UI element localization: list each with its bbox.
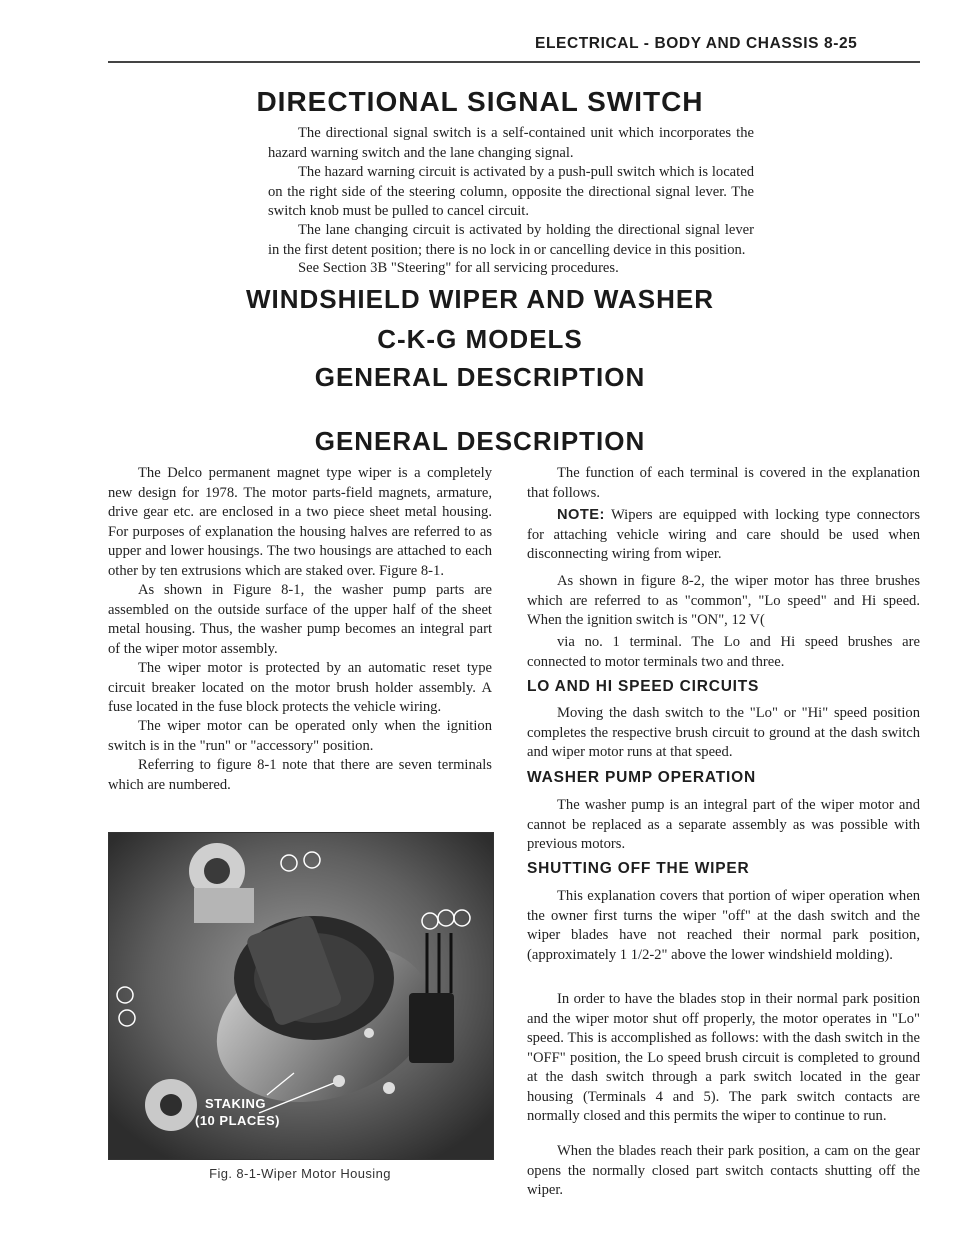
heading-shutting-off: SHUTTING OFF THE WIPER: [527, 860, 750, 877]
paragraph: The wiper motor is protected by an automatic reset type circuit breaker located on the motor brush holder assembly. A fuse located in the fuse block protects the vehicle wiring.: [108, 660, 492, 715]
paragraph: This explanation covers that portion of wiper operation when the owner first turns the wiper "off" at the dash switch and the wiper blades have not reached their normal park position, (approximately 1 1/2-2" above the lower windshield molding).: [527, 888, 920, 963]
subtitle-models: C-K-G MODELS: [377, 324, 583, 354]
heading-washer-pump: WASHER PUMP OPERATION: [527, 769, 756, 786]
paragraph: Moving the dash switch to the "Lo" or "Hi" speed position completes the respective brush circuit to ground at the dash switch and wiper motor runs at that speed.: [527, 705, 920, 760]
paragraph: In order to have the blades stop in their normal park position and the wiper motor shut off properly, the motor operates in "Lo" speed. This is accomplished as follows: with the dash switch in the "OFF" position, the Lo speed brush circuit is completed to ground at the dash switch through a park switch located in the gear housing (Terminals 4 and 5). The park switch contacts are normally closed and this permits the wiper to continue to run.: [527, 991, 920, 1124]
figure-callout-places: (10 PLACES): [195, 1113, 280, 1128]
figure-callout-staking: STAKING: [205, 1096, 267, 1111]
paragraph: The wiper motor can be operated only when the ignition switch is in the "run" or "accessory" position.: [108, 718, 492, 754]
note-text: Wipers are equipped with locking type connectors for attaching vehicle wiring and care should be used when disconnecting wiring from wiper.: [527, 507, 920, 562]
figure-caption: Fig. 8-1-Wiper Motor Housing: [209, 1166, 391, 1181]
note-paragraph: [527, 506, 920, 565]
wiper-motor-illustration: [109, 833, 493, 1159]
paragraph: The function of each terminal is covered in the explanation that follows.: [527, 465, 920, 501]
paragraph: See Section 3B "Steering" for all servicing procedures.: [298, 260, 619, 276]
paragraph: via no. 1 terminal. The Lo and Hi speed brushes are connected to motor terminals two and three.: [527, 634, 920, 670]
heading-lo-hi-speed: LO AND HI SPEED CIRCUITS: [527, 678, 760, 695]
figure-wiper-motor-photo: [108, 832, 494, 1160]
paragraph: The washer pump is an integral part of the wiper motor and cannot be replaced as a separate assembly as was possible with previous motors.: [527, 797, 920, 852]
paragraph: The Delco permanent magnet type wiper is a completely new design for 1978. The motor parts-field magnets, armature, drive gear etc. are enclosed in a two piece sheet metal housing. For purposes of explanation the housing halves are referred to as upper and lower housings. The two housings are attached to each other by ten extrusions which are staked over. Figure 8-1.: [108, 465, 492, 579]
paragraph: Referring to figure 8-1 note that there are seven terminals which are numbered.: [108, 757, 492, 793]
section-title-wiper-washer: WINDSHIELD WIPER AND WASHER: [245, 284, 715, 314]
section-title-directional-signal: DIRECTIONAL SIGNAL SWITCH: [256, 86, 704, 117]
paragraph: The directional signal switch is a self-contained unit which incorporates the hazard warning switch and the lane changing signal.: [268, 125, 754, 161]
paragraph: As shown in figure 8-2, the wiper motor has three brushes which are referred to as "common", "Lo speed" and Hi speed. When the ignition switch is "ON", 12 V(: [527, 573, 920, 628]
paragraph: The lane changing circuit is activated by holding the directional signal lever in the first detent position; there is no lock in or cancelling device in this position.: [268, 222, 754, 258]
subtitle-general-description: GENERAL DESCRIPTION: [314, 362, 646, 392]
paragraph: When the blades reach their park position, a cam on the gear opens the normally closed part switch contacts shutting off the wiper.: [527, 1143, 920, 1198]
page-header: ELECTRICAL - BODY AND CHASSIS 8-25: [535, 35, 858, 52]
note-label: NOTE:: [557, 507, 605, 523]
header-rule: [108, 61, 920, 63]
paragraph: The hazard warning circuit is activated by a push-pull switch which is located on the right side of the steering column, opposite the directional signal lever. The switch knob must be pulled to cancel circuit.: [268, 164, 754, 219]
paragraph: As shown in Figure 8-1, the washer pump parts are assembled on the outside surface of the upper half of the sheet metal housing. Thus, the washer pump becomes an integral part of the wiper motor assembly.: [108, 582, 492, 657]
heading-general-description: GENERAL DESCRIPTION: [314, 426, 646, 456]
